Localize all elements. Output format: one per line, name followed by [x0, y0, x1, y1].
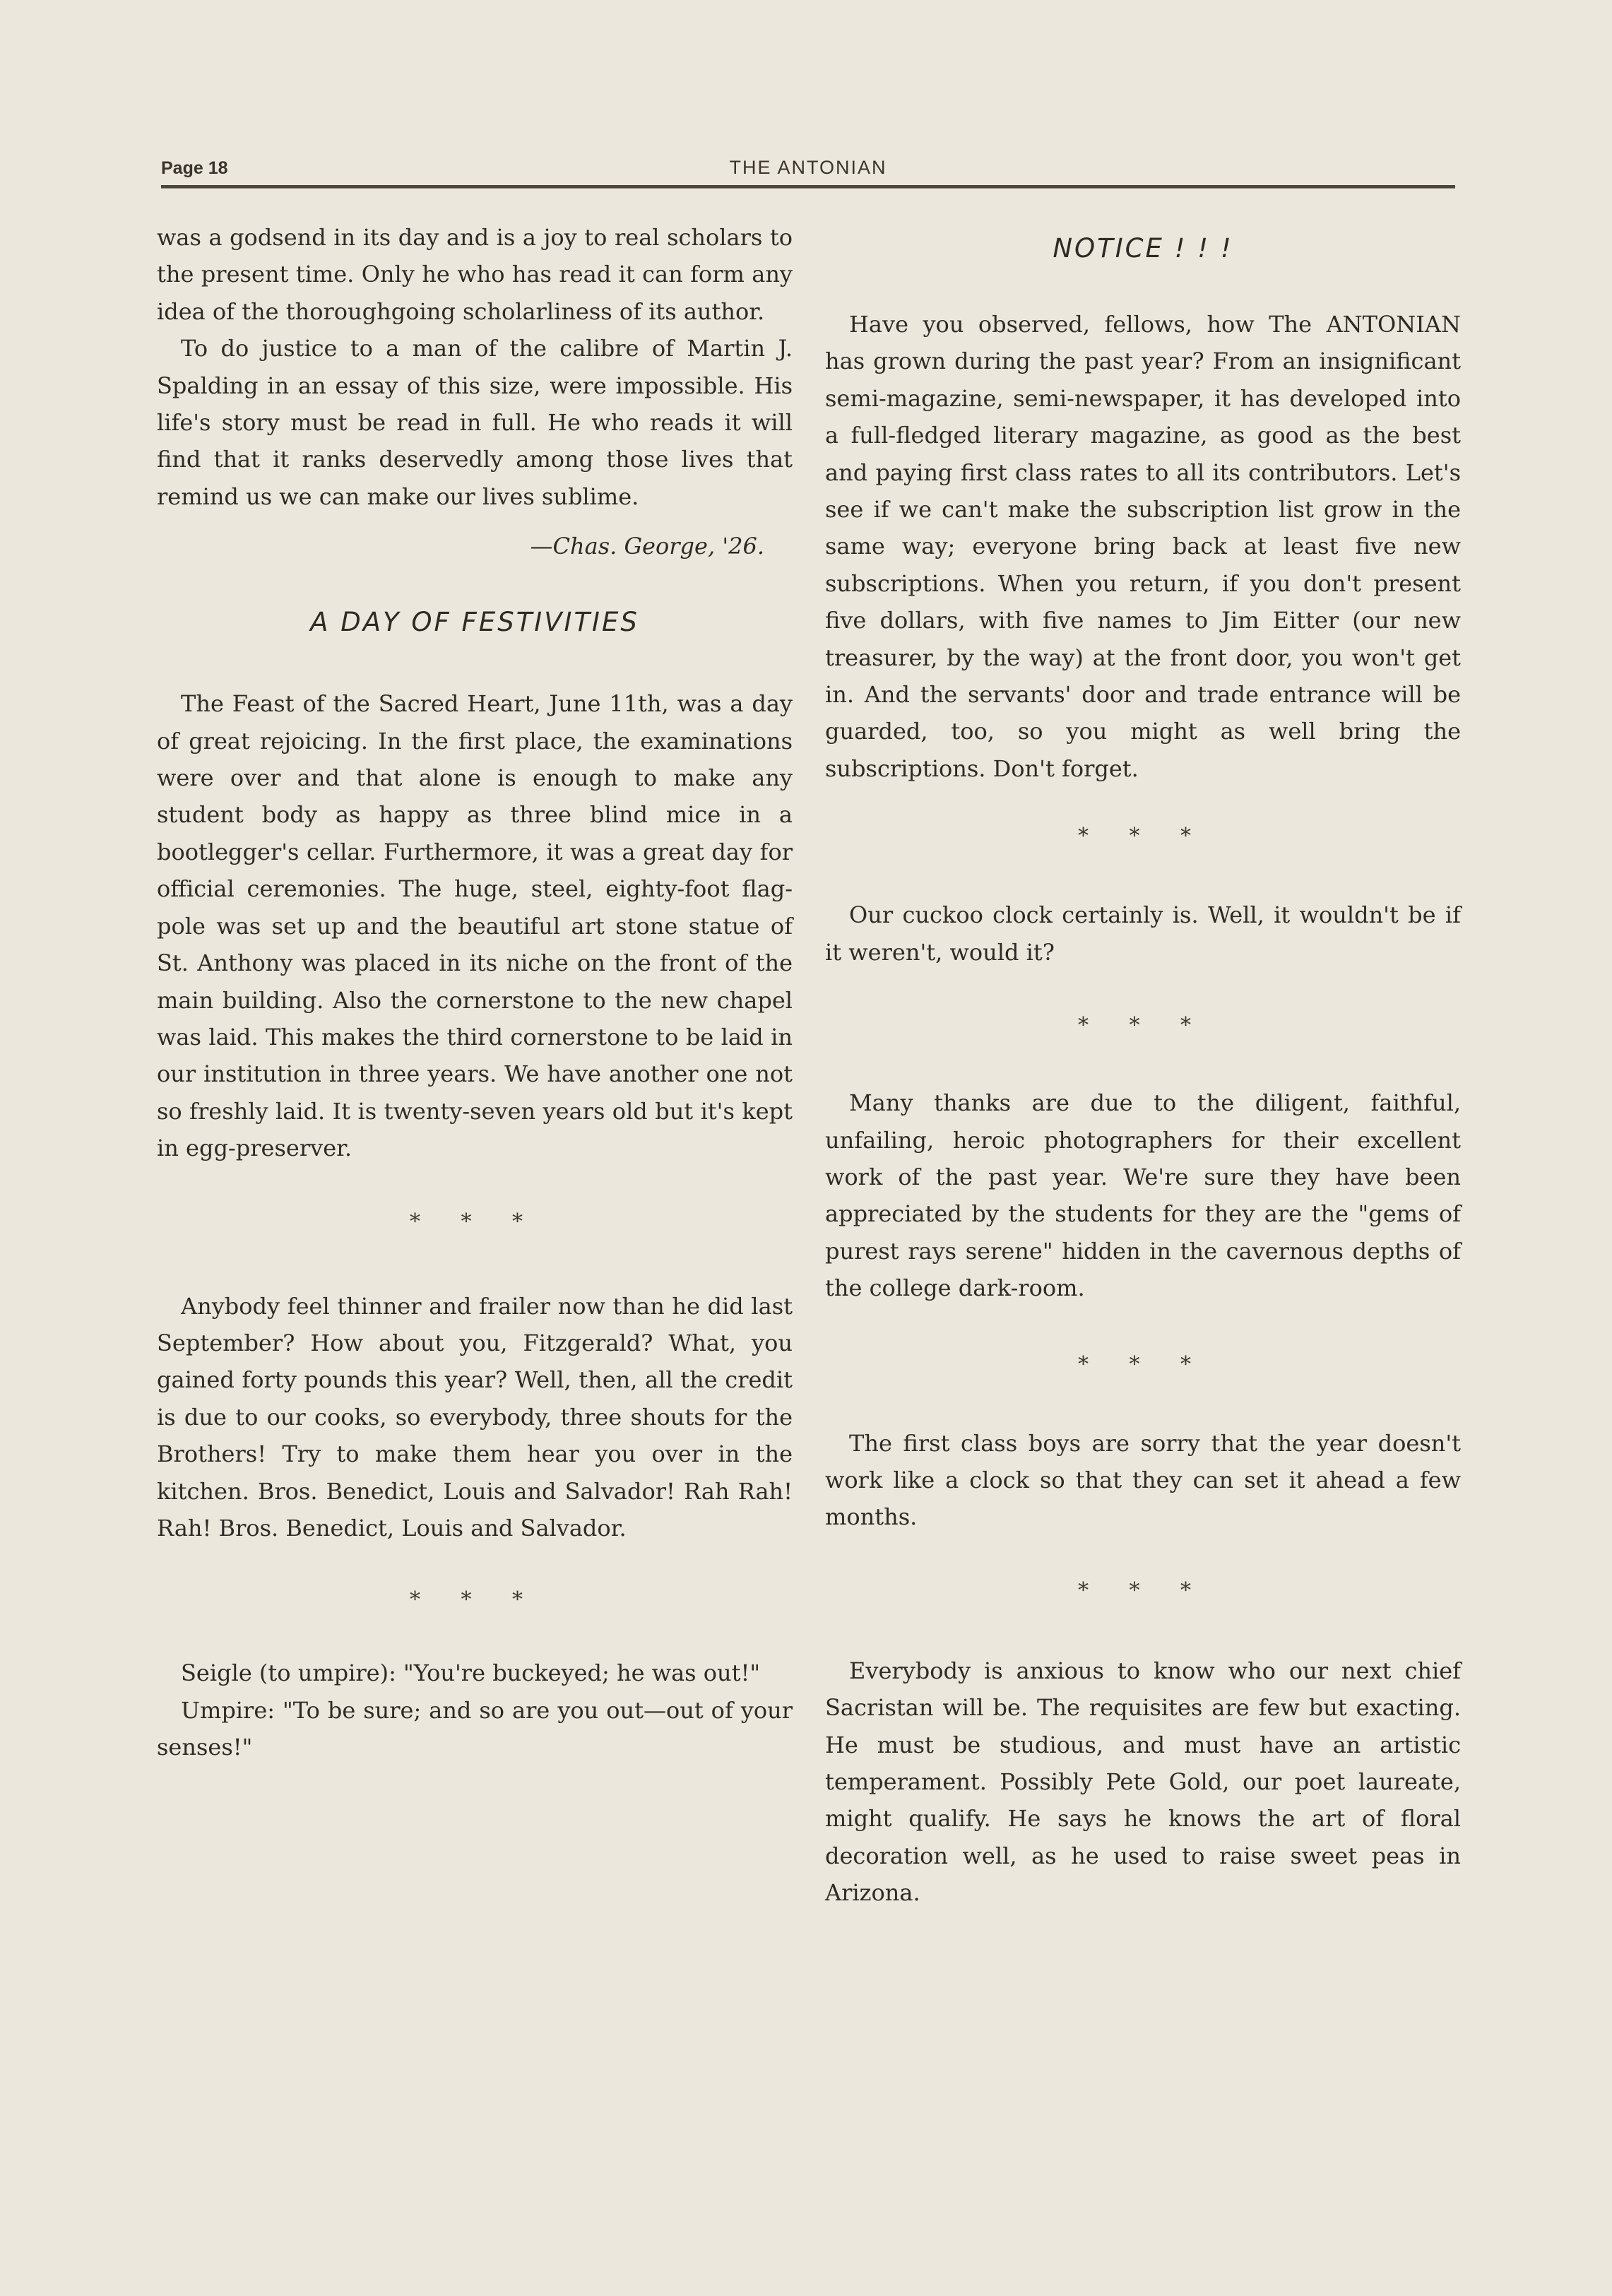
first-class-paragraph: The first class boys are sorry that the year doesn't work like a clock so that they can set it ahead a few months. [825, 1429, 1461, 1531]
byline: —Chas. George, '26. [530, 533, 764, 560]
page-header [161, 157, 1455, 185]
notice-heading: NOTICE ! ! ! [1053, 233, 1233, 264]
thanks-paragraph: Many thanks are due to the diligent, faithful, unfailing, heroic photographers for their excellent work of the past year. We're sure they have been appreciated by the students for they are the "gems of purest rays serene" hidden in the cavernous depths of the college dark-room. [825, 1089, 1461, 1302]
separator-stars: * * * [409, 1587, 540, 1613]
intro-paragraph-1: was a godsend in its day and is a joy to real scholars to the present time. Only he who has read it can form any idea of the thoroughgoing scholarliness of its author. [157, 224, 793, 325]
right-column [825, 219, 1461, 1912]
sacristan-paragraph: Everybody is anxious to know who our next chief Sacristan will be. The requisites are few but exacting. He must be studious, and must have an artistic temperament. Possibly Pete Gold, our poet laureate, might qualify. He says he knows the art of floral decoration well, as he used to raise sweet peas in Arizona. [825, 1657, 1461, 1907]
festivities-heading: A DAY OF FESTIVITIES [310, 607, 639, 638]
umpire-line-1: Seigle (to umpire): "You're buckeyed; he was out!" [181, 1659, 761, 1687]
notice-paragraph: Have you observed, fellows, how The ANTONIAN has grown during the past year? From an insignificant semi-magazine, semi-newspaper, it has developed into a full-fledged literary magazine, as good as the best and paying first class rates to all its contributors. Let's see if we can't make the subscription list grow in the same way; everyone bring back at least five new subscriptions. When you return, if you don't present five dollars, with five names to Jim Eitter (our new treasurer, by the way) at the front door, you won't get in. And the servants' door and trade entrance will be guarded, too, so you might as well bring the subscriptions. Don't forget. [825, 311, 1461, 782]
cooks-paragraph: Anybody feel thinner and frailer now than he did last September? How about you, Fitzgerald? What, you gained forty pounds this year? Well, then, all the credit is due to our cooks, so everybody, three shouts for the Brothers! Try to make them hear you over in the kitchen. Bros. Benedict, Louis and Salvador! Rah Rah! Rah! Bros. Benedict, Louis and Salvador. [157, 1292, 793, 1541]
header-rule [161, 185, 1455, 189]
separator-stars: * * * [1077, 1351, 1209, 1377]
separator-stars: * * * [1077, 1578, 1209, 1603]
separator-stars: * * * [409, 1209, 540, 1234]
festivities-paragraph: The Feast of the Sacred Heart, June 11th, was a day of great rejoicing. In the first place, the examinations were over and that alone is enough to make any student body as happy as three blind mice in a bootlegger's cellar. Furthermore, it was a great day for official ceremonies. The huge, steel, eighty-foot flag-pole was set up and the beautiful art stone statue of St. Anthony was placed in its niche on the front of the main building. Also the cornerstone to the new chapel was laid. This makes the third cornerstone to be laid in our institution in three years. We have another one not so freshly laid. It is twenty-seven years old but it's kept in egg-preserver. [157, 690, 793, 1162]
cuckoo-paragraph: Our cuckoo clock certainly is. Well, it wouldn't be if it weren't, would it? [825, 901, 1461, 966]
intro-paragraph-2: To do justice to a man of the calibre of Martin J. Spalding in an essay of this size, were impossible. His life's story must be read in full. He who reads it will find that it ranks deservedly among those lives that remind us we can make our lives sublime. [157, 335, 793, 510]
running-title: THE ANTONIAN [729, 157, 887, 178]
left-column [157, 219, 793, 1766]
separator-stars: * * * [1077, 1013, 1209, 1038]
separator-stars: * * * [1077, 824, 1209, 849]
page-number: Page 18 [161, 158, 228, 178]
umpire-line-2: Umpire: "To be sure; and so are you out—out of your senses!" [157, 1696, 793, 1761]
